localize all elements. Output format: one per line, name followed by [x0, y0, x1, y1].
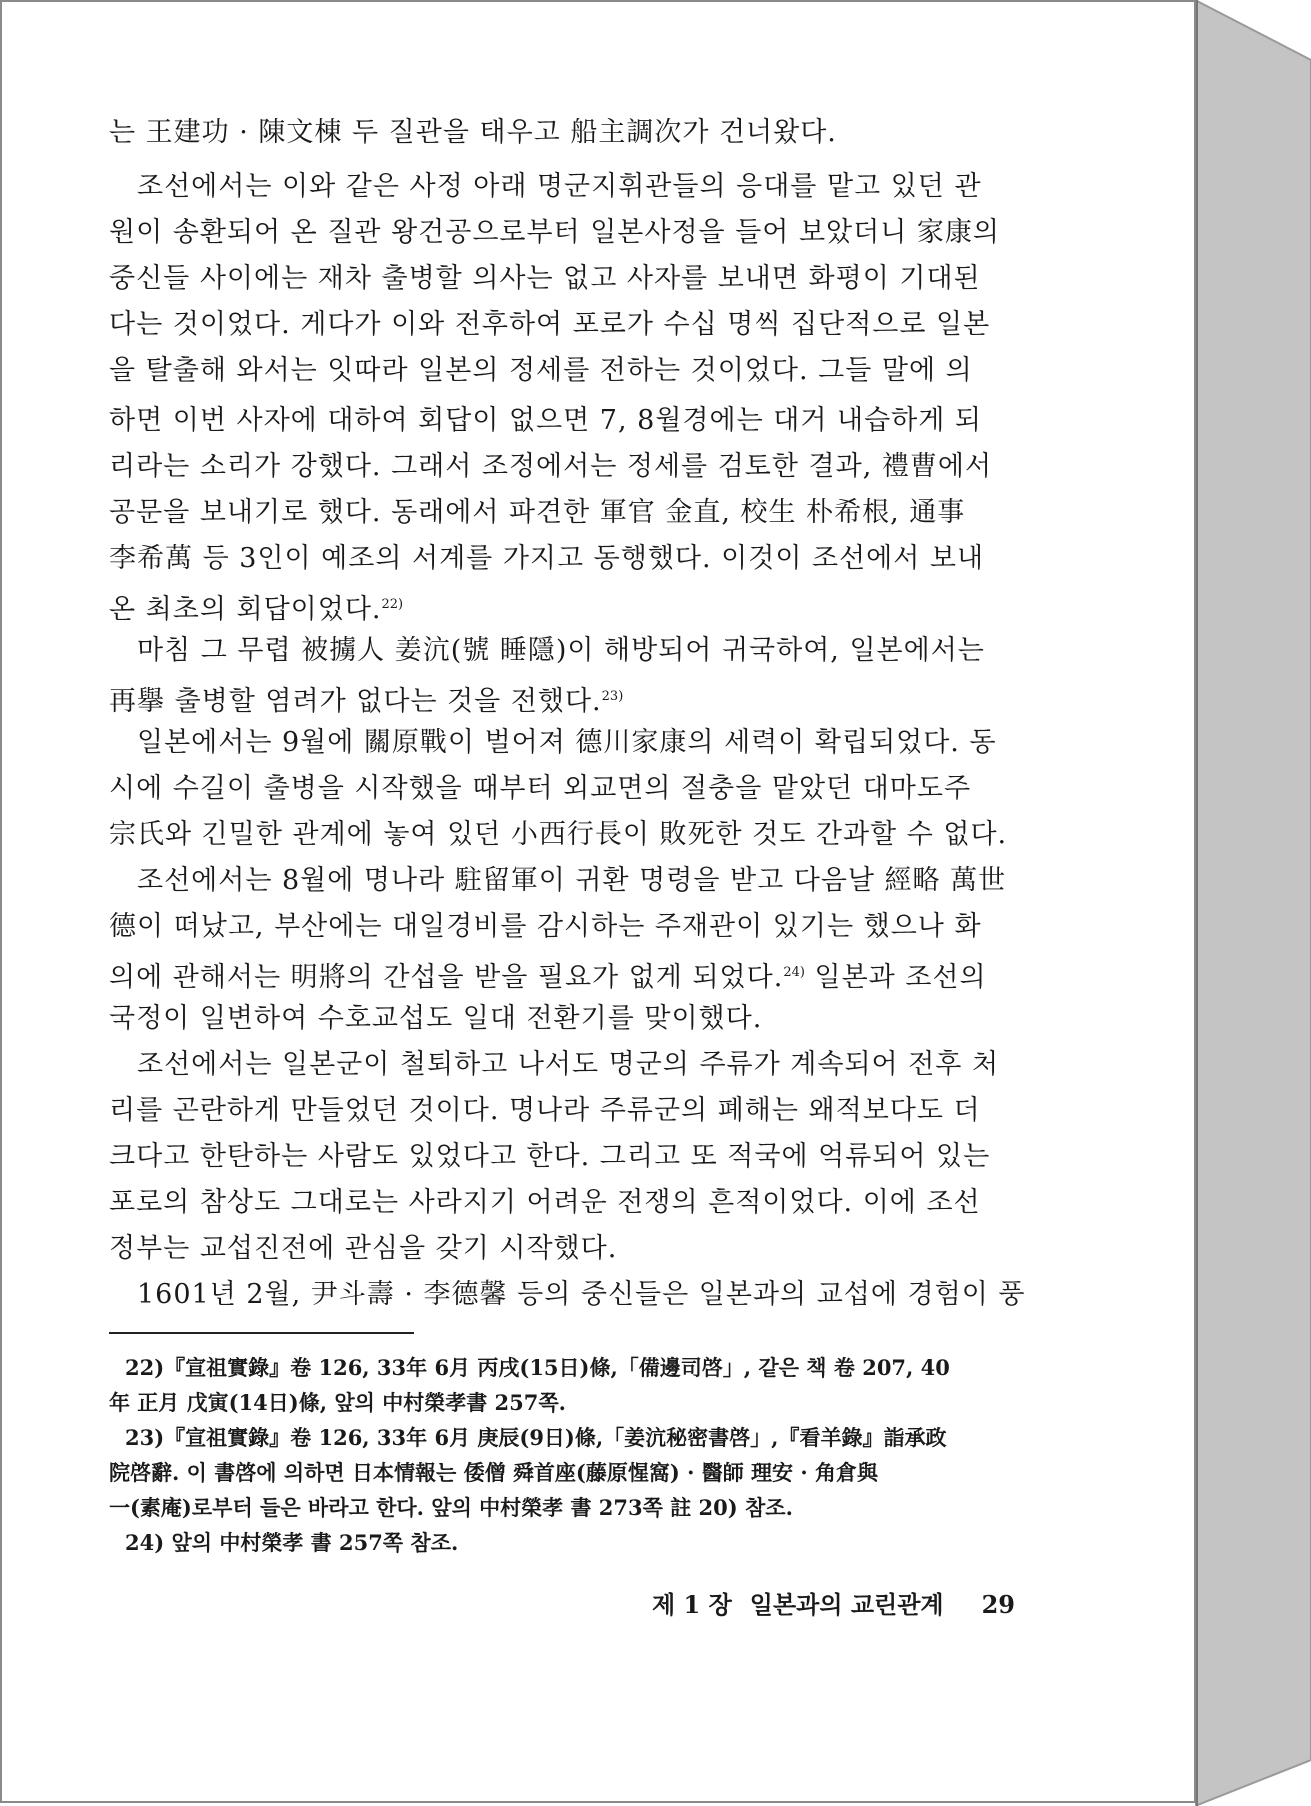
text-line [109, 950, 1039, 996]
text-line: 시에 수길이 출병을 시작했을 때부터 외교면의 절충을 맡았던 대마도주 [109, 773, 972, 804]
text-line [109, 582, 1039, 628]
text-line: 조선에서는 일본군이 철퇴하고 나서도 명군의 주류가 계속되어 전후 처 [137, 1049, 1000, 1080]
footnote-line: 院啓辭. 이 書啓에 의하면 日本情報는 倭僧 舜首座(藤原惺窩) · 醫師 理安 · 角倉與 [109, 1460, 878, 1485]
text-line-content: 온 최초의 회답이었다. [109, 594, 382, 625]
text-line: 일본에서는 9월에 關原戰이 벌어져 德川家康의 세력이 확립되었다. 동 [137, 727, 997, 758]
text-line: 李希萬 등 3인이 예조의 서계를 가지고 동행했다. 이것이 조선에서 보내 [109, 543, 985, 574]
text-line: 국정이 일변하여 수호교섭도 일대 전환기를 맞이했다. [109, 1003, 763, 1034]
footnote-line: 一(素庵)로부터 들은 바라고 한다. 앞의 中村榮孝 書 273쪽 註 20) 참조. [109, 1495, 793, 1520]
text-line: 크다고 한탄하는 사람도 있었다고 한다. 그리고 또 적국에 억류되어 있는 [109, 1141, 991, 1172]
running-footer [652, 1585, 1022, 1620]
chapter-title: 일본과의 교린관계 [749, 1590, 944, 1619]
text-line: 공문을 보내기로 했다. 동래에서 파견한 軍官 金直, 校生 朴希根, 通事 [109, 497, 966, 528]
text-line: 리를 곤란하게 만들었던 것이다. 명나라 주류군의 폐해는 왜적보다도 더 [109, 1095, 981, 1126]
footnote-line: 24) 앞의 中村榮孝 書 257쪽 참조. [125, 1530, 459, 1555]
text-line: 중신들 사이에는 재차 출병할 의사는 없고 사자를 보내면 화평이 기대된 [109, 263, 981, 294]
text-line: 1601년 2월, 尹斗壽 · 李德馨 등의 중신들은 일본과의 교섭에 경험이 풍 [137, 1279, 1026, 1310]
text-line: 원이 송환되어 온 질관 왕건공으로부터 일본사정을 들어 보았더니 家康의 [109, 217, 1000, 248]
text-line: 마침 그 무렵 被擄人 姜沆(號 睡隱)이 해방되어 귀국하여, 일본에서는 [137, 635, 985, 666]
main-text [109, 110, 1039, 1318]
text-line: 조선에서는 8월에 명나라 駐留軍이 귀환 명령을 받고 다음날 經略 萬世 [137, 865, 1007, 896]
text-line: 을 탈출해 와서는 잇따라 일본의 정세를 전하는 것이었다. 그들 말에 의 [109, 355, 973, 386]
page-number: 29 [981, 1590, 1016, 1619]
text-line: 하면 이번 사자에 대하여 회답이 없으면 7, 8월경에는 대거 내습하게 되 [109, 405, 982, 436]
text-line: 는 王建功 · 陳文棟 두 질관을 태우고 船主調次가 건너왔다. [109, 117, 837, 148]
footnote-line: 22)『宣祖實錄』卷 126, 33年 6月 丙戌(15日)條,「備邊司啓」, 같은 책 卷 207, 40 [125, 1355, 950, 1380]
text-line [109, 674, 1039, 720]
footnotes [109, 1350, 1055, 1560]
text-line: 포로의 참상도 그대로는 사라지기 어려운 전쟁의 흔적이었다. 이에 조선 [109, 1187, 981, 1218]
footnote-divider [109, 1332, 414, 1334]
text-line: 다는 것이었다. 게다가 이와 전후하여 포로가 수십 명씩 집단적으로 일본 [109, 309, 991, 340]
text-line-content: 일본과 조선의 [804, 962, 987, 993]
footnote-ref-24: 24) [783, 965, 805, 980]
footnote-line: 23)『宣祖實錄』卷 126, 33年 6月 庚辰(9日)條,「姜沆秘密書啓」,『看羊錄』詣承政 [125, 1425, 947, 1450]
text-line-content: 再擧 출병할 염려가 없다는 것을 전했다. [109, 686, 602, 717]
chapter-label: 제 1 장 [652, 1590, 732, 1619]
footnote-line: 年 正月 戊寅(14日)條, 앞의 中村榮孝書 257쪽. [109, 1390, 566, 1415]
footnote-ref-23: 23) [601, 689, 624, 704]
footnote-ref-22: 22) [381, 597, 404, 612]
text-line: 德이 떠났고, 부산에는 대일경비를 감시하는 주재관이 있기는 했으나 화 [109, 911, 982, 942]
text-line: 宗氏와 긴밀한 관계에 놓여 있던 小西行長이 敗死한 것도 간과할 수 없다. [109, 819, 1008, 850]
text-line: 조선에서는 이와 같은 사정 아래 명군지휘관들의 응대를 맡고 있던 관 [137, 171, 982, 202]
text-line-content: 의에 관해서는 明將의 간섭을 받을 필요가 없게 되었다. [109, 962, 784, 993]
text-line: 정부는 교섭진전에 관심을 갖기 시작했다. [109, 1233, 618, 1264]
text-line: 리라는 소리가 강했다. 그래서 조정에서는 정세를 검토한 결과, 禮曹에서 [109, 451, 993, 482]
book-page-edge [1195, 0, 1311, 1806]
